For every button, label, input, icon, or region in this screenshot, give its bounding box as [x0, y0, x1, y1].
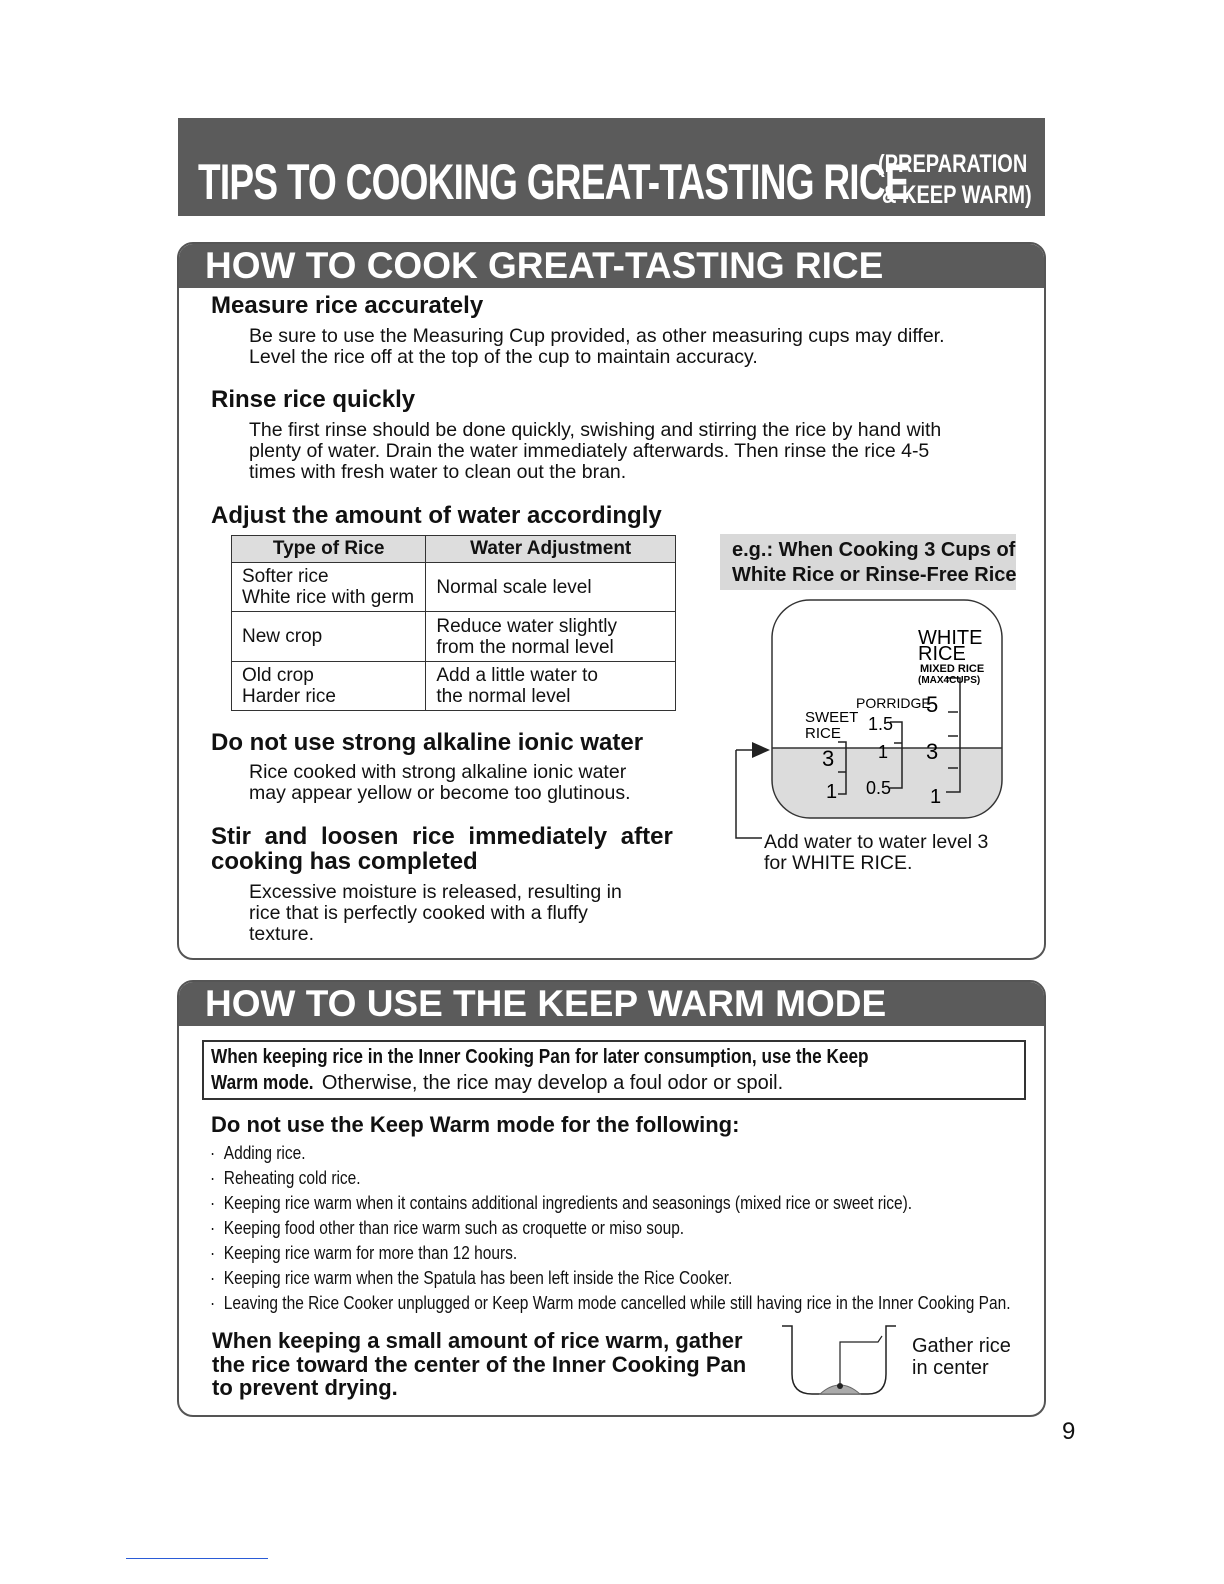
table-cell-adjust — [426, 612, 676, 662]
measure-text-2: Level the rice off at the top of the cup to maintain accuracy. — [249, 346, 758, 368]
measure-heading: Measure rice accurately — [211, 292, 484, 319]
label-white: WHITE — [918, 627, 983, 649]
alkaline-heading: Do not use strong alkaline ionic water — [211, 729, 644, 756]
example-title-2: White Rice or Rinse-Free Rice — [732, 564, 1017, 586]
table-row — [232, 563, 676, 612]
table-row — [232, 662, 676, 711]
small-amount-line3: to prevent drying. — [212, 1375, 398, 1400]
list-item: · Reheating cold rice. — [210, 1166, 1011, 1191]
do-not-use-heading: Do not use the Keep Warm mode for the following: — [211, 1112, 740, 1137]
gather-line1: Gather rice — [912, 1335, 1011, 1357]
table-cell-type — [232, 662, 426, 711]
porridge-1-5: 1.5 — [868, 714, 894, 734]
cell-line: Reduce water slightly — [436, 615, 617, 637]
list-item: · Adding rice. — [210, 1141, 1011, 1166]
diagram-caption-2: for WHITE RICE. — [764, 852, 913, 874]
page-subtitle-line1: (PREPARATION — [878, 150, 1028, 178]
label-sweet-rice: RICE — [805, 725, 841, 742]
table-cell-type — [232, 563, 426, 612]
water-level-diagram — [730, 598, 1020, 848]
arrow-right-icon — [752, 742, 770, 758]
cell-line: the normal level — [436, 686, 571, 707]
list-item: · Keeping food other than rice warm such as croquette or miso soup. — [210, 1216, 1011, 1241]
rinse-text-3: times with fresh water to clean out the bran. — [249, 461, 627, 483]
label-max4cups: (MAX4CUPS) — [918, 675, 981, 686]
adjust-heading: Adjust the amount of water accordingly — [211, 502, 662, 529]
leader-line — [840, 1336, 882, 1386]
table-cell-adjust — [426, 662, 676, 711]
table-row — [232, 612, 676, 662]
label-rice: RICE — [918, 643, 966, 665]
cell-line: Old crop — [242, 665, 314, 686]
page-title: TIPS TO COOKING GREAT-TASTING RICE — [198, 154, 909, 210]
notice-bold-1: When keeping rice in the Inner Cooking Pan for later consumption, use the Keep — [211, 1046, 869, 1068]
sweet-3: 3 — [822, 746, 835, 771]
porridge-1: 1 — [878, 742, 889, 762]
cook-section-header — [179, 244, 1044, 288]
connector-line — [736, 750, 762, 838]
rinse-heading: Rinse rice quickly — [211, 386, 416, 413]
porridge-0-5: 0.5 — [866, 778, 892, 798]
water-adjustment-table — [231, 535, 676, 711]
stir-heading-2: cooking has completed — [211, 848, 478, 875]
cell-line: White rice with germ — [242, 587, 415, 608]
footer-divider — [126, 1558, 268, 1559]
scale-1: 1 — [930, 786, 942, 808]
notice-rest: Otherwise, the rice may develop a foul odor or spoil. — [316, 1072, 784, 1094]
list-item: · Leaving the Rice Cooker unplugged or Keep Warm mode cancelled while still having rice in the Inner Cooking Pan. — [210, 1291, 1011, 1316]
keep-warm-section-header — [179, 982, 1044, 1026]
cell-line: Softer rice — [242, 566, 329, 587]
scale-5: 5 — [926, 692, 939, 717]
list-item: · Keeping rice warm when it contains additional ingredients and seasonings (mixed rice or sweet rice). — [210, 1191, 1011, 1216]
sweet-1: 1 — [826, 781, 838, 803]
do-not-use-list — [210, 1141, 1141, 1316]
keep-warm-notice-line1 — [211, 1045, 976, 1070]
rinse-text-1: The first rinse should be done quickly, swishing and stirring the rice by hand with — [249, 419, 942, 441]
cell-line: from the normal level — [436, 636, 614, 658]
cell-line: New crop — [242, 626, 323, 647]
table-header-water: Water Adjustment — [426, 536, 676, 563]
list-item: · Keeping rice warm when the Spatula has been left inside the Rice Cooker. — [210, 1266, 1011, 1291]
table-header-type: Type of Rice — [232, 536, 426, 563]
gather-rice-label — [912, 1335, 1011, 1379]
label-sweet: SWEET — [805, 709, 859, 726]
cell-line: Normal scale level — [436, 576, 592, 598]
alkaline-text-1: Rice cooked with strong alkaline ionic water — [249, 761, 627, 783]
pan-gather-icon — [778, 1322, 908, 1402]
cell-line: Add a little water to — [436, 665, 598, 686]
small-amount-tip — [212, 1329, 746, 1400]
stir-text-1: Excessive moisture is released, resulting in — [249, 881, 622, 903]
alkaline-text-2: may appear yellow or become too glutinous. — [249, 782, 631, 804]
cell-line: Harder rice — [242, 686, 336, 707]
list-item: · Keeping rice warm for more than 12 hours. — [210, 1241, 1011, 1266]
table-cell-type — [232, 612, 426, 662]
small-amount-line2: the rice toward the center of the Inner Cooking Pan — [212, 1351, 747, 1377]
diagram-caption-1: Add water to water level 3 — [764, 831, 989, 853]
label-porridge: PORRIDGE — [856, 695, 931, 711]
page-subtitle-line2: & KEEP WARM) — [882, 181, 1032, 209]
keep-warm-notice-line2 — [211, 1071, 783, 1096]
page-number: 9 — [1062, 1418, 1076, 1445]
table-cell-adjust — [426, 563, 676, 612]
cook-section-title: HOW TO COOK GREAT-TASTING RICE — [205, 245, 884, 286]
keep-warm-section-title: HOW TO USE THE KEEP WARM MODE — [205, 983, 887, 1024]
stir-text-2: rice that is perfectly cooked with a fluffy — [249, 902, 588, 924]
stir-heading-1: Stir and loosen rice immediately after — [211, 823, 673, 850]
scale-3: 3 — [926, 739, 939, 764]
small-amount-line1: When keeping a small amount of rice warm, gather — [212, 1328, 743, 1353]
rinse-text-2: plenty of water. Drain the water immediately afterwards. Then rinse the rice 4-5 — [249, 440, 930, 462]
example-title-1: e.g.: When Cooking 3 Cups of — [732, 539, 1016, 561]
gather-line2: in center — [912, 1357, 989, 1379]
measure-text-1: Be sure to use the Measuring Cup provided, as other measuring cups may differ. — [249, 325, 945, 347]
leader-dot — [837, 1383, 843, 1389]
notice-bold-2: Warm mode. — [211, 1072, 314, 1094]
stir-text-3: texture. — [249, 923, 315, 945]
label-mixed-rice: MIXED RICE — [920, 663, 985, 675]
